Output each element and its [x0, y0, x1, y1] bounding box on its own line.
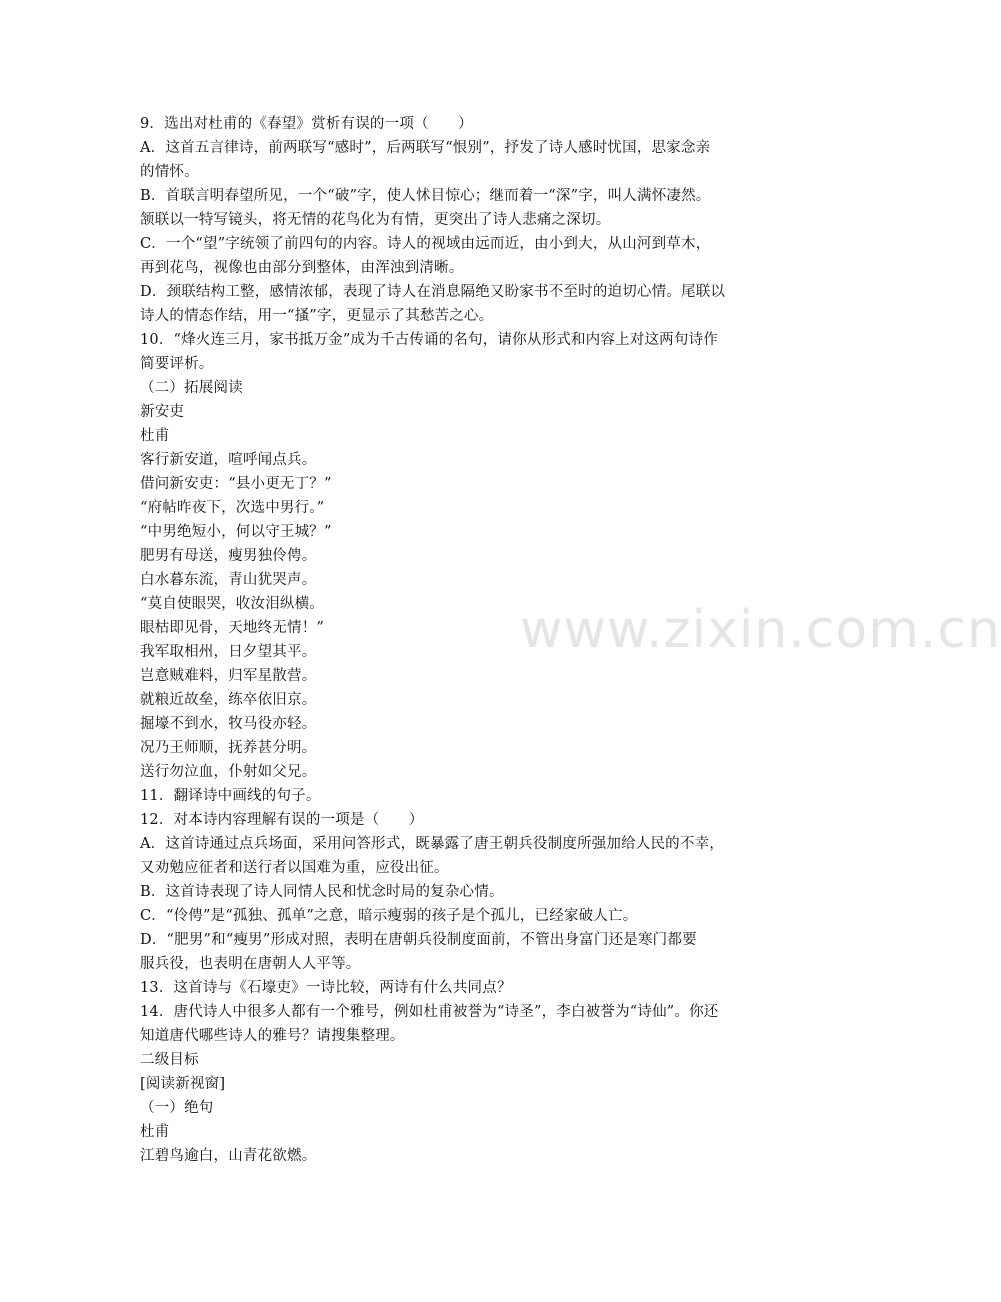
- poem-author: 杜甫: [140, 428, 170, 444]
- q9-option-c-line1: C．一个“望”字统领了前四句的内容。诗人的视域由远而近，由小到大，从山河到草木，: [140, 236, 711, 252]
- q12-option-d-line2: 服兵役，也表明在唐朝人人平等。: [140, 956, 361, 972]
- new-window-heading: [阅读新视窗]: [140, 1076, 226, 1092]
- section-extend-reading: （二）拓展阅读: [140, 380, 243, 396]
- poem-line: 岂意贼难料，归军星散营。: [140, 668, 317, 684]
- q12-option-a-line1: A．这首诗通过点兵场面，采用问答形式，既暴露了唐王朝兵役制度所强加给人民的不幸，: [140, 836, 724, 852]
- q14-line2: 知道唐代哪些诗人的雅号？请搜集整理。: [140, 1028, 405, 1044]
- poem-line: 眼枯即见骨，天地终无情！”: [140, 620, 325, 636]
- q14-line1: 14．唐代诗人中很多人都有一个雅号，例如杜甫被誉为“诗圣”，李白被誉为“诗仙”。你还: [140, 1004, 719, 1020]
- poem-line: “中男绝短小，何以守王城？”: [140, 524, 332, 540]
- poem-line: 送行勿泣血，仆射如父兄。: [140, 764, 317, 780]
- poem-line: 我军取相州，日夕望其平。: [140, 644, 317, 660]
- q9-option-b-line1: B．首联言明春望所见，一个“破”字，使人怵目惊心；继而着一“深”字，叫人满怀凄然。: [140, 188, 711, 204]
- poem-line: 况乃王师顺，抚养甚分明。: [140, 740, 317, 756]
- level-2-heading: 二级目标: [140, 1052, 199, 1068]
- q9-option-c-line2: 再到花鸟，视像也由部分到整体，由浑浊到清晰。: [140, 260, 464, 276]
- poem2-author: 杜甫: [140, 1124, 170, 1140]
- q12-option-d-line1: D．“肥男”和“瘦男”形成对照，表明在唐朝兵役制度面前，不管出身富门还是寒门都要: [140, 932, 697, 948]
- q12-option-a-line2: 又劝勉应征者和送行者以国难为重，应役出征。: [140, 860, 449, 876]
- q9-option-a-line2: 的情怀。: [140, 164, 199, 180]
- poem-line: 借问新安吏：“县小更无丁？”: [140, 476, 332, 492]
- q9-option-b-line2: 颔联以一特写镜头，将无情的花鸟化为有情，更突出了诗人悲痛之深切。: [140, 212, 611, 228]
- section-jueju: （一）绝句: [140, 1100, 214, 1116]
- q12-option-b: B．这首诗表现了诗人同情人民和忧念时局的复杂心情。: [140, 884, 504, 900]
- poem-line: 客行新安道，喧呼闻点兵。: [140, 452, 317, 468]
- poem-line: “莫自使眼哭，收汝泪纵横。: [140, 596, 325, 612]
- q12-option-c: C．“伶俜”是“孤独、孤单”之意，暗示瘦弱的孩子是个孤儿，已经家破人亡。: [140, 908, 638, 924]
- q9-stem: 9．选出对杜甫的《春望》赏析有误的一项（ ）: [140, 116, 473, 132]
- poem2-line: 江碧鸟逾白，山青花欲燃。: [140, 1148, 317, 1164]
- document-body: [140, 112, 784, 1168]
- q11: 11．翻译诗中画线的句子。: [140, 788, 321, 804]
- q13: 13．这首诗与《石壕吏》一诗比较，两诗有什么共同点？: [140, 980, 512, 996]
- q9-option-d-line1: D．颈联结构工整，感情浓郁，表现了诗人在消息隔绝又盼家书不至时的迫切心情。尾联以: [140, 284, 726, 300]
- q10-line2: 简要评析。: [140, 356, 214, 372]
- poem-title: 新安吏: [140, 404, 185, 420]
- poem-line: 白水暮东流，青山犹哭声。: [140, 572, 317, 588]
- watermark: www.zixin.com.cn: [520, 600, 1001, 660]
- poem-line: “府帖昨夜下，次选中男行。”: [140, 500, 325, 516]
- poem-line: 肥男有母送，瘦男独伶俜。: [140, 548, 317, 564]
- poem-line: 掘壕不到水，牧马役亦轻。: [140, 716, 317, 732]
- q12-stem: 12．对本诗内容理解有误的一项是（ ）: [140, 812, 424, 828]
- q9-option-d-line2: 诗人的情态作结，用一“搔”字，更显示了其愁苦之心。: [140, 308, 494, 324]
- q10-line1: 10．“烽火连三月，家书抵万金”成为千古传诵的名句，请你从形式和内容上对这两句诗作: [140, 332, 718, 348]
- q9-option-a-line1: A．这首五言律诗，前两联写“感时”，后两联写“恨别”，抒发了诗人感时忧国，思家念亲: [140, 140, 711, 156]
- poem-line: 就粮近故垒，练卒依旧京。: [140, 692, 317, 708]
